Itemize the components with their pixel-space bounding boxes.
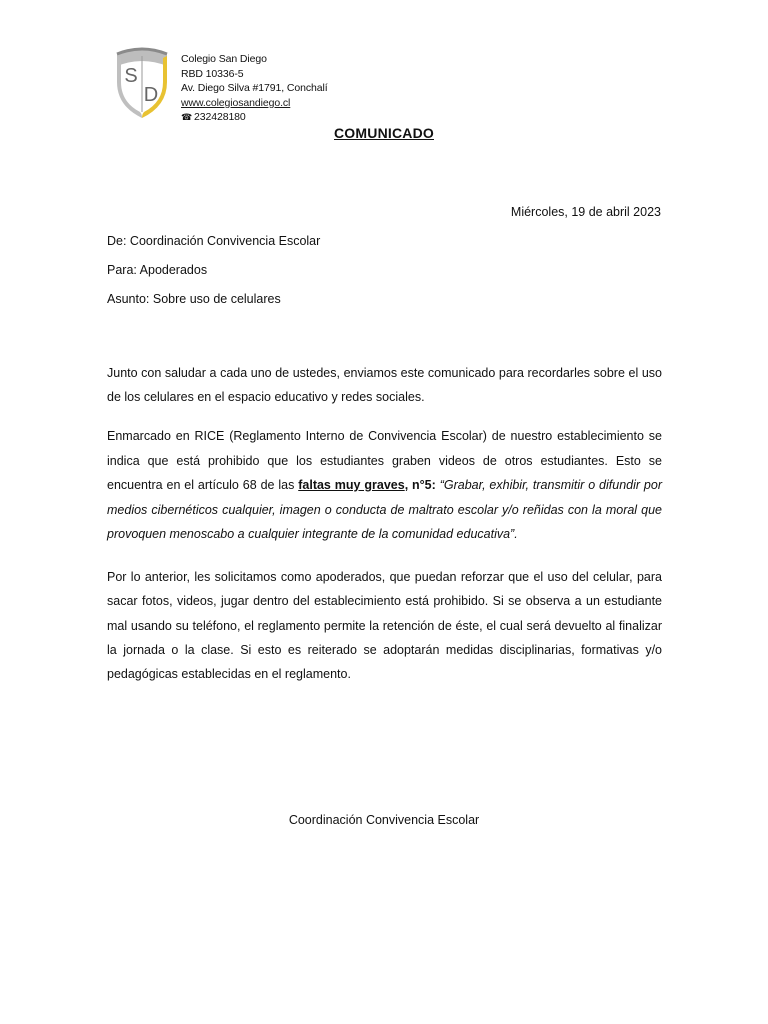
paragraph-request: Por lo anterior, les solicitamos como apoderados, que puedan reforzar que el uso del celular, para sacar fotos, videos, jugar dentro del establecimiento está prohibido. Si se observa a un estudiante mal usando su teléfono, el reglamento permite la retención de éste, el cual será devuelto al finalizar la jornada o la clase. Si esto es reiterado se adoptarán medidas disciplinarias, formativas y/o pedagógicas establecidas en el reglamento. — [107, 570, 662, 682]
paragraph-intro: Junto con saludar a cada uno de ustedes, enviamos este comunicado para recordarles sobre el uso de los celulares en el espacio educativo y redes sociales. — [107, 366, 662, 405]
logo-letter-s: S — [124, 65, 138, 87]
school-website-link[interactable]: www.colegiosandiego.cl — [181, 96, 291, 109]
document-title: COMUNICADO — [334, 125, 434, 141]
faltas-muy-graves-text: faltas muy graves — [298, 478, 405, 492]
school-phone — [181, 110, 328, 125]
logo-letter-d: D — [143, 84, 159, 106]
phone-icon: ☎ — [181, 112, 193, 123]
school-rbd: RBD 10336-5 — [181, 67, 244, 80]
meta-to: Para: Apoderados — [107, 263, 208, 277]
rice-intro-text: Enmarcado en RICE (Reglamento Interno de Convivencia Escolar) de nuestro establecimiento se indica que está prohibido que los estudiantes graben videos de otros estudiantes. Esto se encuentra en el artículo 68 de las — [107, 429, 662, 492]
article-quote-text: “Grabar, exhibir, transmitir o difundir por medios cibernéticos cualquier, imagen o conducta de maltrato escolar y/o reñidas con la moral que provoquen menoscabo a cualquier integrante de la comunidad educativa”. — [107, 478, 662, 541]
school-info — [181, 52, 328, 125]
signature: Coordinación Convivencia Escolar — [288, 813, 480, 827]
article-number-text: , n°5: — [404, 478, 440, 492]
document-date: Miércoles, 19 de abril 2023 — [510, 205, 661, 219]
paragraph-rice — [107, 424, 662, 547]
school-logo — [113, 46, 171, 120]
meta-from: De: Coordinación Convivencia Escolar — [107, 234, 321, 248]
school-name: Colegio San Diego — [181, 53, 267, 65]
school-address: Av. Diego Silva #1791, Conchalí — [181, 82, 328, 95]
meta-subject: Asunto: Sobre uso de celulares — [107, 292, 281, 306]
phone-number: 232428180 — [194, 111, 246, 124]
